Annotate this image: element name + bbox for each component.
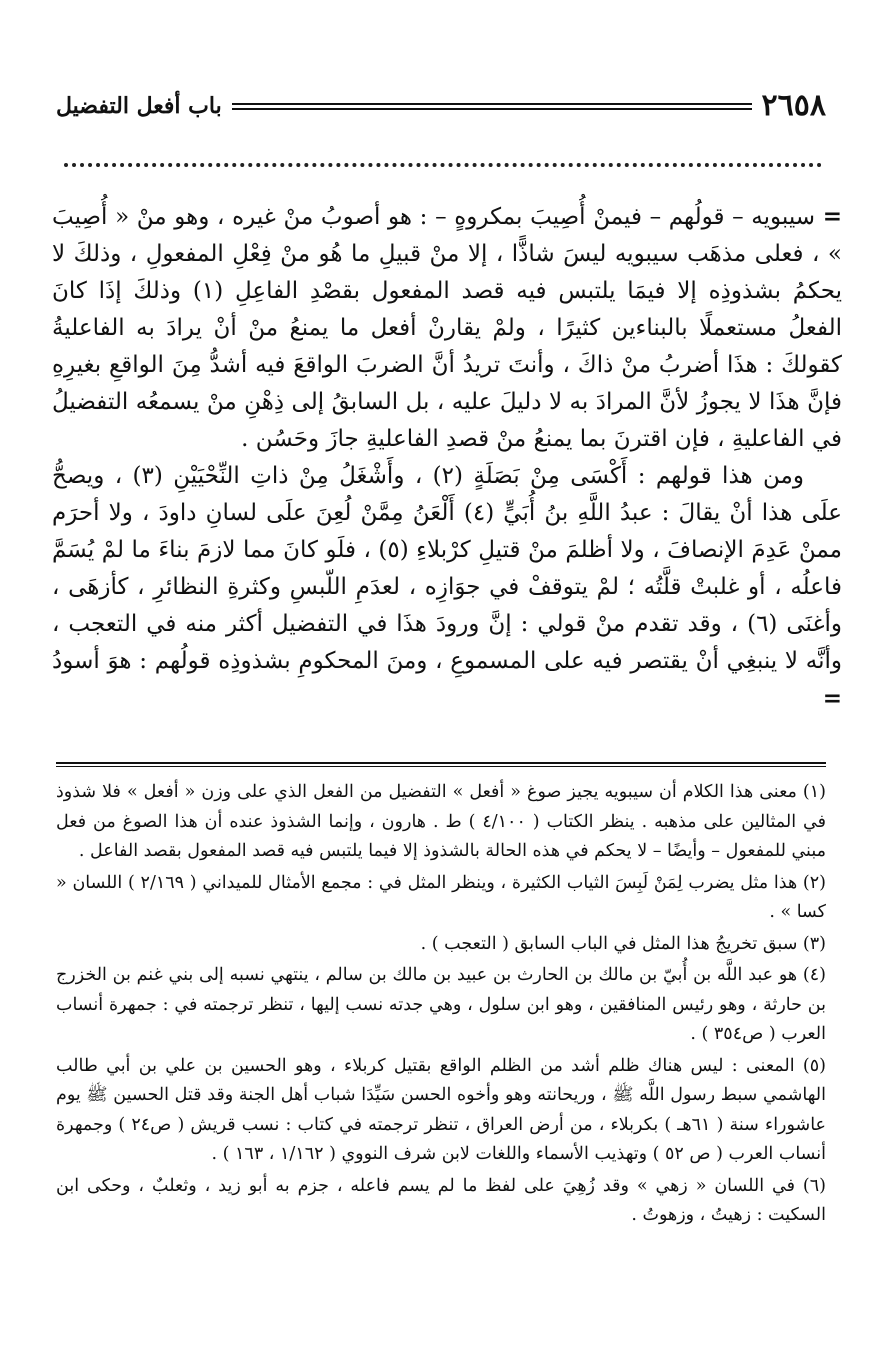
continuation-mark-start: = [822, 203, 843, 230]
footnote-separator [56, 762, 826, 767]
footnote: (١) معنى هذا الكلام أن سيبويه يجيز صوغ « أفعل » التفضيل من الفعل الذي على وزن « أفعل » فلا شذوذ في المثالين على مذهبه . ينظر الكتاب ( ٤/١٠٠ ) ط . هارون ، وإنما الشذوذ عنده أن هذا الصوغ من فعل مبني للمفعول – وأيضًا – لا يحكم في هذه الحالة بالشذوذ إلا فيما يلتبس فيه قصد المفعول بقصد الفاعل . [56, 782, 826, 861]
footnotes [56, 778, 826, 1231]
page-number: ٢٦٥٨ [761, 88, 826, 123]
footnote: (٢) هذا مثل يضرب لِمَنْ لَبِسَ الثياب الكثيرة ، وينظر المثل في : مجمع الأمثال للميداني ( ٢/١٦٩ ) اللسان « كسا » . [56, 872, 826, 922]
footnote: (٥) المعنى : ليس هناك ظلم أشد من الظلم الواقع بقتيل كربلاء ، وهو الحسين بن علي بن أبي طالب الهاشمي سبط رسول اللَّه ﷺ ، وريحانته وهو وأخوه الحسن سَيِّدَا شباب أهل الجنة وقد قتل الحسين ﷺ يوم عاشوراء سنة ( ٦١هـ ) بكربلاء ، من أرض العراق ، تنظر ترجمته في كتاب : نسب قريش ( ص٢٤ ) وجمهرة أنساب العرب ( ص ٥٢ ) وتهذيب الأسماء واللغات لابن شرف النووي ( ١/١٦٢ ، ١٦٣ ) . [56, 1055, 826, 1164]
body-paragraph-text: سيبويه – قولُهم – فيمنْ أُصِيبَ بمكروهٍ – : هو أصوبُ منْ غيره ، وهو منْ « أُصِيبَ » ، فعلى مذهَب سيبويه ليسَ شاذًّا ، إلا منْ قبيلِ ما هُو منْ فِعْلِ المفعولِ ، وذلكَ لا يحكمُ بشذوذِه إلا فيمَا يلتبس فيه قصد المفعول بقصْدِ الفاعِلِ (١) وذلكَ إذَا كانَ الفعلُ مستعملًا بالبناءين كثيرًا ، ولمْ يقارنْ أفعل ما يمنعُ منْ أنْ يرادَ به الفاعليةُ كقولكَ : هذَا أضربُ منْ ذاكَ ، وأنتَ تريدُ أنَّ الضربَ الواقعَ فيه أشدُّ مِنَ الواقعِ بغيرِهِ فإنَّ هذَا لا يجوزُ لأنَّ المرادَ به لا دليلَ عليه ، بل السابقُ إلى ذِهْنِ منْ يسمعُه التفضيلُ في الفاعليةِ ، فإن اقترنَ بما يمنعُ منْ قصدِ الفاعليةِ جازَ وحَسُن . [52, 204, 842, 452]
footnote: (٦) في اللسان « زهي » وقد زُهِيَ على لفظ ما لم يسم فاعله ، جزم به أبو زيد ، وثعلبٌ ، وحكى ابن السكيت : زهيتُ ، وزهوتُ . [56, 1175, 826, 1225]
continuation-mark-end: = [822, 685, 842, 712]
footnote: (٤) هو عبد اللَّه بن أُبيّ بن مالك بن الحارث بن عبيد بن مالك بن سالم ، ينتهي نسبه إلى بني غنم بن الخزرج بن حارثة ، وهو رئيس المنافقين ، وهو ابن سلول ، وهي جدته نسب إليها ، تنظر ترجمته في : جمهرة أنساب العرب ( ص٣٥٤ ) . [56, 965, 826, 1044]
body-paragraph [52, 198, 842, 458]
running-header [56, 86, 826, 126]
main-text [52, 198, 842, 718]
footnote: (٣) سبق تخريجُ هذا المثل في الباب السابق ( التعجب ) . [420, 933, 826, 954]
header-rule [232, 103, 752, 110]
body-paragraph-text: ومن هذا قولهم : أَكْسَى مِنْ بَصَلَةٍ (٢) ، وأَشْغَلُ مِنْ ذاتِ النِّحْيَيْنِ (٣) ، ويصحُّ علَى هذا أنْ يقالَ : عبدُ اللَّهِ بنُ أُبَيٍّ (٤) أَلْعَنُ مِمَّنْ لُعِنَ علَى لسانِ داودَ ، ولا أحرَم ممنْ عَدِمَ الإنصافَ ، ولا أظلمَ منْ قتيلِ كرْبلاءِ (٥) ، فلَو كانَ مما لازمَ بناءَ ما لمْ يُسَمَّ فاعلُه ، أو غلبتْ قلَّتُه ؛ لمْ يتوقفْ في جوَازِه ، لعدَمِ اللّبسِ وكثرةِ النظائرِ ، كأزهَى ، وأغنَى (٦) ، وقد تقدم منْ قولي : إنَّ ورودَ هذَا في التفضيل أكثر منه في التعجب ، وأنَّه لا ينبغِي أنْ يقتصر فيه على المسموعِ ، ومنَ المحكومِ بشذوذِه قولُهم : هوَ أسودُ [52, 463, 843, 674]
body-paragraph [52, 458, 842, 718]
chapter-title: باب أفعل التفضيل [56, 93, 222, 119]
dotted-separator [64, 163, 822, 167]
